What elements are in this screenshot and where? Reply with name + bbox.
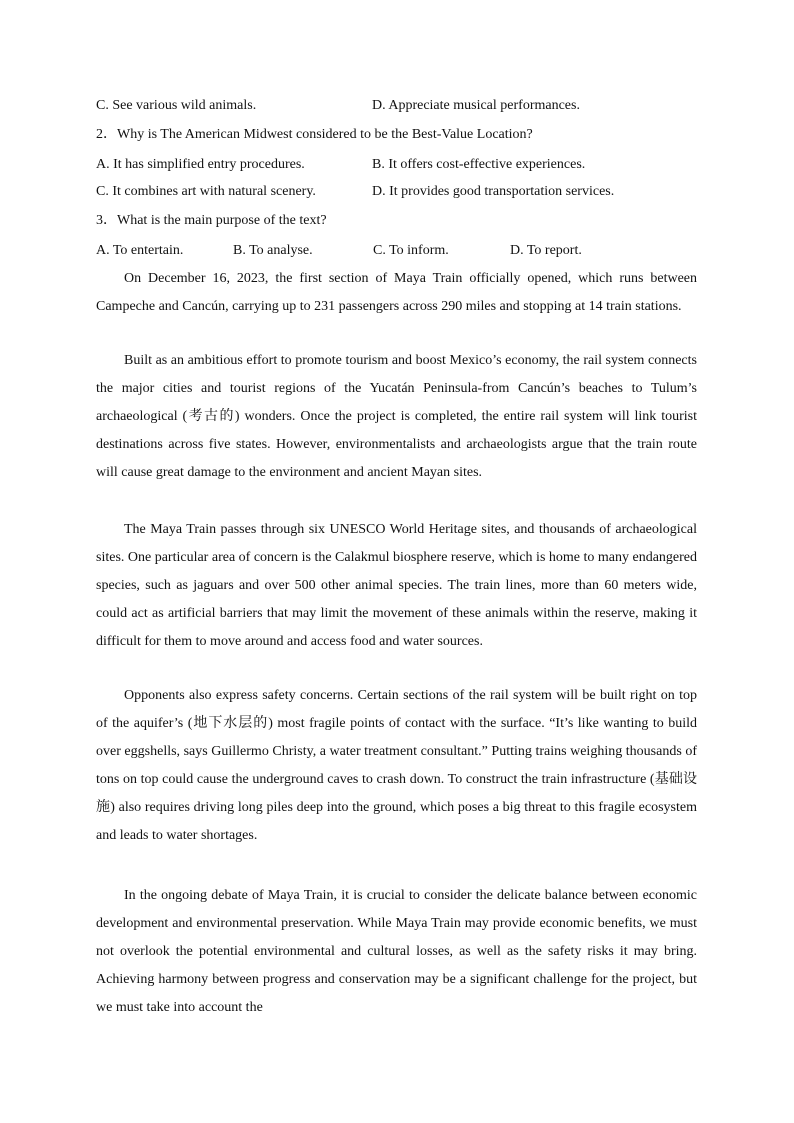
passage-paragraph-1: On December 16, 2023, the first section of Maya Train officially opened, which runs between Campeche and Cancún, carrying up to 231 passengers across 290 miles and stopping at 14 train stations.: [96, 271, 697, 314]
q3-option-a: A. To entertain.: [96, 243, 184, 258]
q1-option-c: C. See various wild animals.: [96, 98, 257, 113]
passage-paragraph-5: In the ongoing debate of Maya Train, it is crucial to consider the delicate balance between economic development and environmental preservation. While Maya Train may provide economic benefits, we must not overlook the potential environmental and cultural losses, as well as the safety risks it may bring. Achieving harmony between progress and conservation may be a significant challenge for the project, but we must take into account the: [96, 888, 697, 1015]
q2-question: 2．Why is The American Midwest considered to be the Best-Value Location?: [96, 127, 533, 142]
q2-options-row-cd: [96, 183, 615, 201]
passage-paragraph-2: Built as an ambitious effort to promote tourism and boost Mexico’s economy, the rail system connects the major cities and tourist regions of the Yucatán Peninsula-from Cancún’s beaches to Tulum’s archaeological (考古的) wonders. Once the project is completed, the entire rail system will link tourist destinations across five states. However, environmentalists and archaeologists argue that the train route will cause great damage to the environment and ancient Mayan sites.: [96, 353, 697, 480]
q2-option-a: A. It has simplified entry procedures.: [96, 157, 305, 172]
q1-option-d: D. Appreciate musical performances.: [372, 98, 580, 113]
q2-option-d: D. It provides good transportation services.: [372, 184, 615, 199]
q3-options-row: [96, 242, 582, 260]
q2-option-c: C. It combines art with natural scenery.: [96, 184, 316, 199]
q2-options-row-ab: [96, 156, 586, 174]
q3-question: 3．What is the main purpose of the text?: [96, 213, 327, 228]
q3-option-b: B. To analyse.: [233, 243, 313, 258]
q1-options-row-cd: [96, 97, 580, 115]
q2-option-b: B. It offers cost-effective experiences.: [372, 157, 586, 172]
passage-paragraph-4: Opponents also express safety concerns. Certain sections of the rail system will be built right on top of the aquifer’s (地下水层的) most fragile points of contact with the surface. “It’s like wanting to build over eggshells, says Guillermo Christy, a water treatment consultant.” Putting trains weighing thousands of tons on top could cause the underground caves to crash down. To construct the train infrastructure (基础设施) also requires driving long piles deep into the ground, which poses a big threat to this fragile ecosystem and leads to water shortages.: [96, 688, 697, 843]
q3-option-c: C. To inform.: [373, 243, 449, 258]
q3-option-d: D. To report.: [510, 243, 582, 258]
passage-paragraph-3: The Maya Train passes through six UNESCO World Heritage sites, and thousands of archaeological sites. One particular area of concern is the Calakmul biosphere reserve, which is home to many endangered species, such as jaguars and over 500 other animal species. The train lines, more than 60 meters wide, could act as artificial barriers that may limit the movement of these animals within the reserve, making it difficult for them to move around and access food and water sources.: [96, 522, 698, 649]
